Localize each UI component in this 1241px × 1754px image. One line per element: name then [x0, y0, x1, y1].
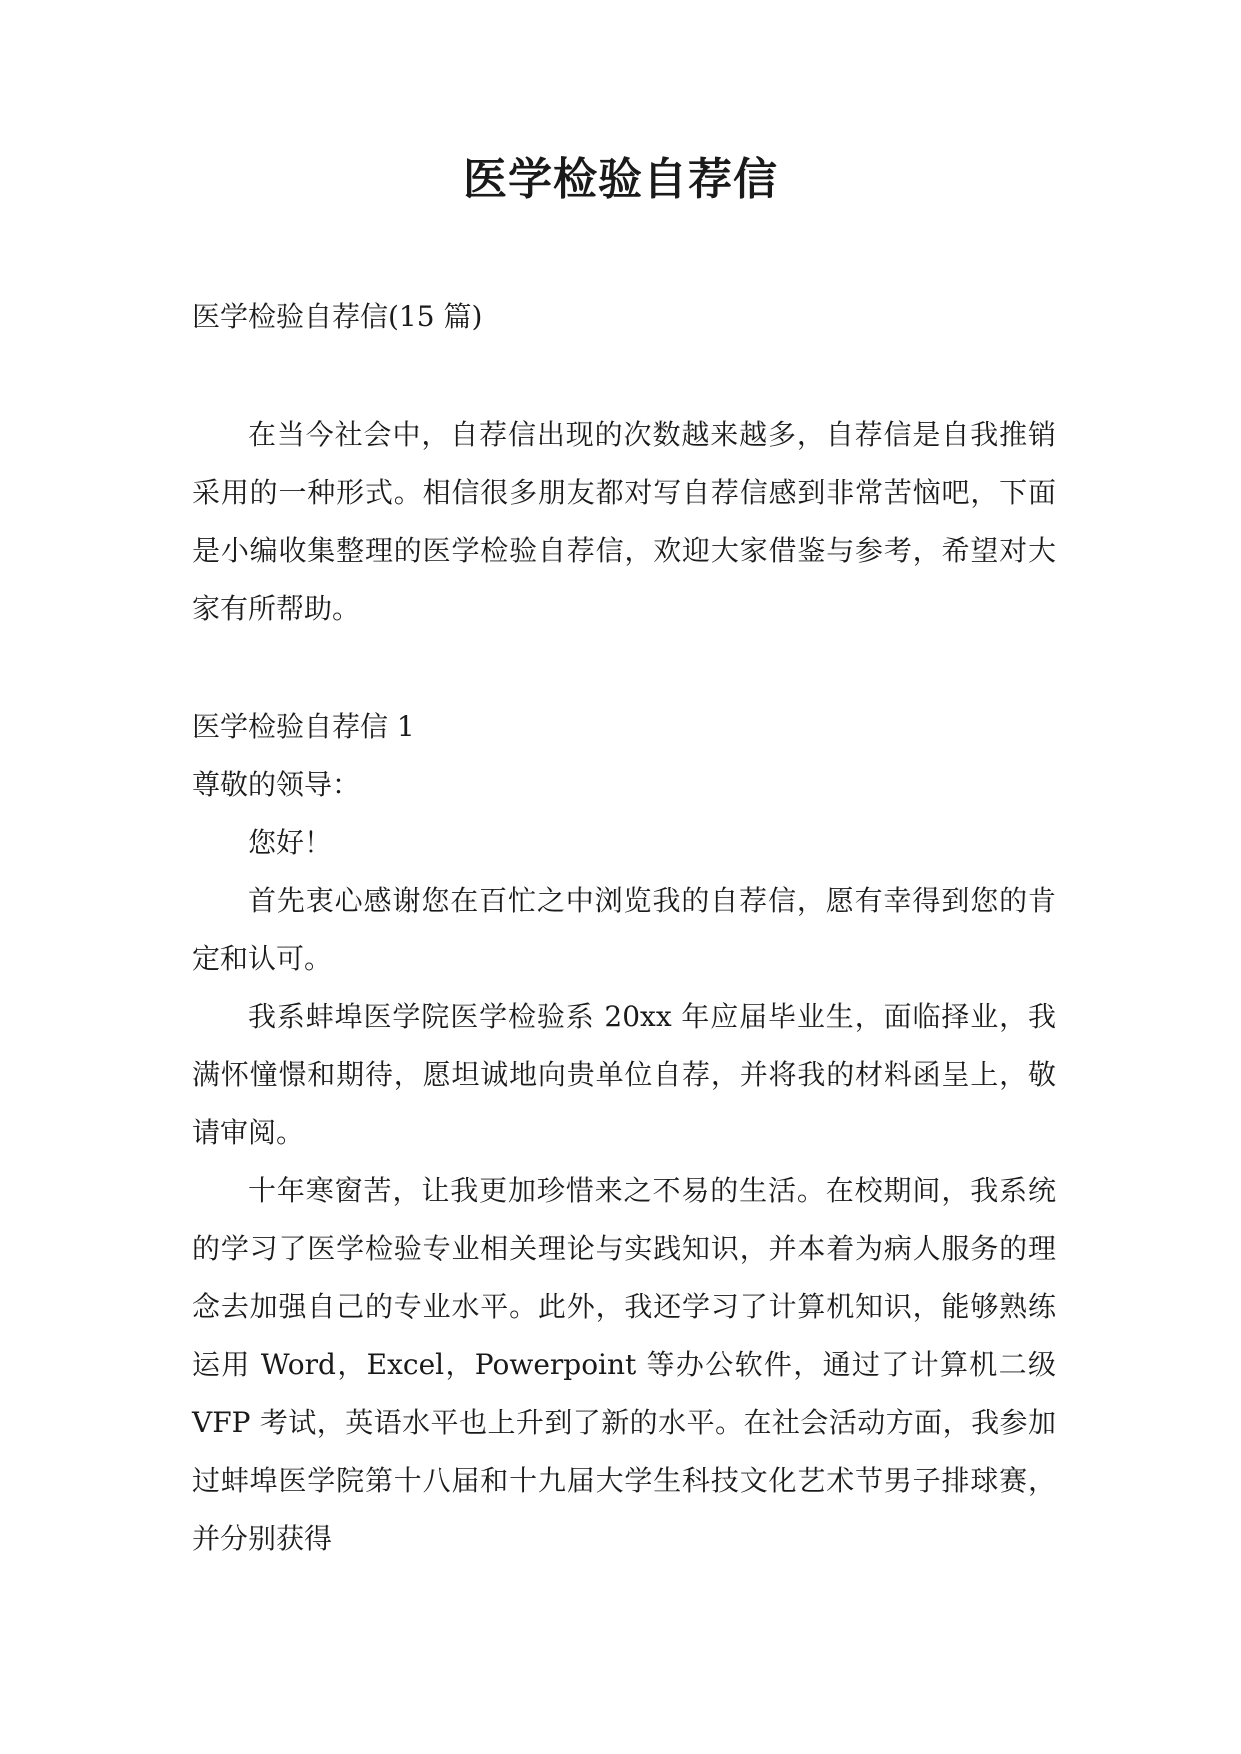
letter-greeting: 您好！ — [248, 826, 333, 859]
spacer — [192, 638, 1056, 698]
document-title: 医学检验自荐信 — [463, 154, 778, 205]
letter-heading: 医学检验自荐信 1 — [192, 710, 415, 743]
letter-paragraph: 十年寒窗苦，让我更加珍惜来之不易的生活。在校期间，我系统的学习了医学检验专业相关理论与实践知识，并本着为病人服务的理念去加强自己的专业水平。此外，我还学习了计算机知识，能够熟练运用 Word，Excel，Powerpoint 等办公软件，通过了计算机二级 VFP 考试，英语水平也上升到了新的水平。在社会活动方面，我参加过蚌埠医学院第十八届和十九届大学生科技文化艺术节男子排球赛，并分别获得 — [192, 1174, 1056, 1555]
spacer — [192, 346, 1056, 406]
letter-paragraph: 首先衷心感谢您在百忙之中浏览我的自荐信，愿有幸得到您的肯定和认可。 — [192, 884, 1056, 975]
document-subtitle: 医学检验自荐信(15 篇) — [192, 300, 483, 333]
intro-paragraph: 在当今社会中，自荐信出现的次数越来越多，自荐信是自我推销采用的一种形式。相信很多朋友都对写自荐信感到非常苦恼吧，下面是小编收集整理的医学检验自荐信，欢迎大家借鉴与参考，希望对大家有所帮助。 — [192, 418, 1056, 625]
document-body — [192, 288, 1056, 1568]
letter-salutation: 尊敬的领导： — [192, 768, 361, 801]
letter-paragraph: 我系蚌埠医学院医学检验系 20xx 年应届毕业生，面临择业，我满怀憧憬和期待，愿坦诚地向贵单位自荐，并将我的材料函呈上，敬请审阅。 — [192, 1000, 1056, 1149]
